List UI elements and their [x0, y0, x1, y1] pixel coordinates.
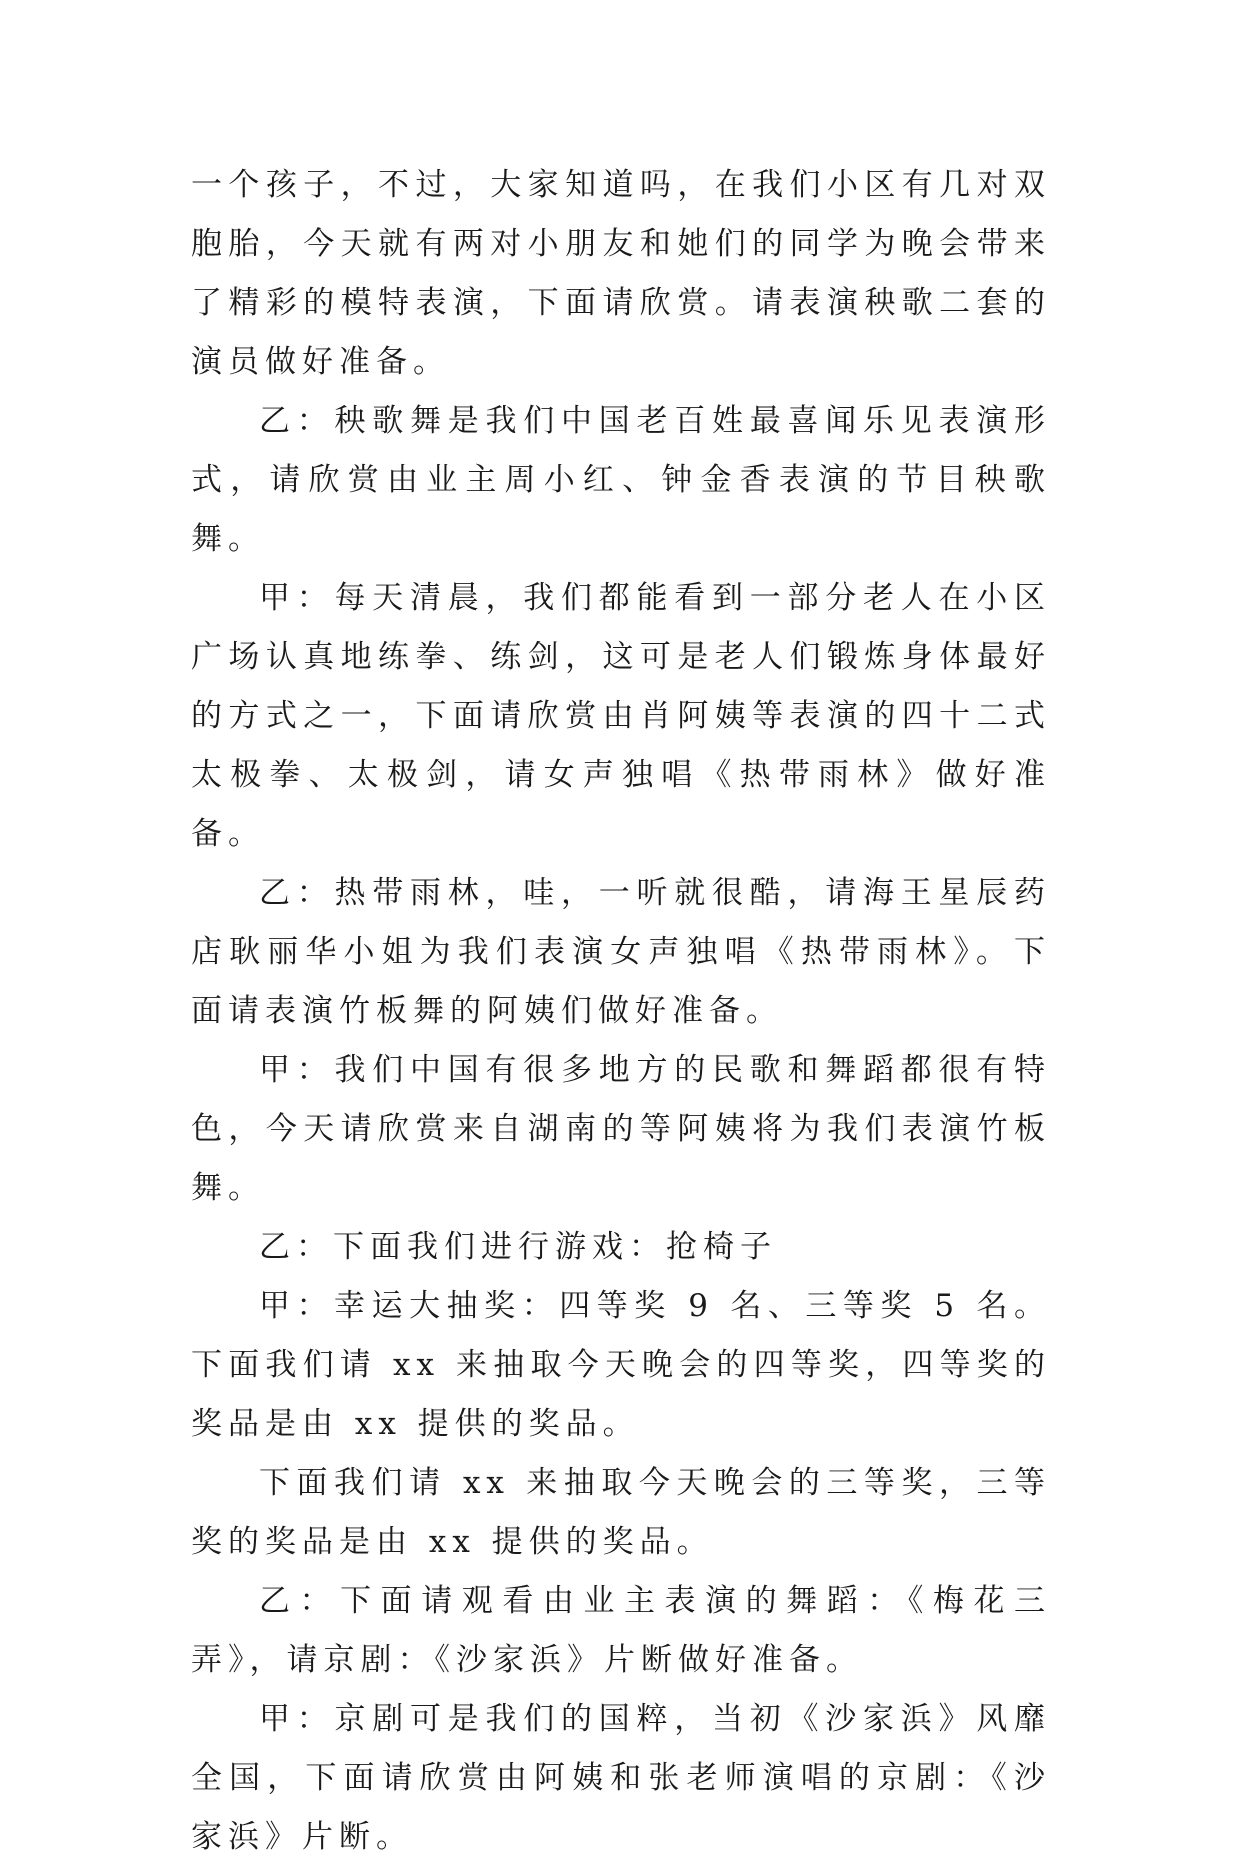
paragraph-1: 一个孩子，不过，大家知道吗，在我们小区有几对双胞胎，今天就有两对小朋友和她们的同学为晚会带来了精彩的模特表演，下面请欣赏。请表演秧歌二套的演员做好准备。 [191, 167, 1051, 380]
paragraph-3: 甲：每天清晨，我们都能看到一部分老人在小区广场认真地练拳、练剑，这可是老人们锻炼身体最好的方式之一，下面请欣赏由肖阿姨等表演的四十二式太极拳、太极剑，请女声独唱《热带雨林》做好准备。 [191, 580, 1051, 852]
paragraph-9: 乙：下面请观看由业主表演的舞蹈：《梅花三弄》，请京剧：《沙家浜》片断做好准备。 [191, 1583, 1051, 1678]
paragraph-7: 甲：幸运大抽奖：四等奖 9 名、三等奖 5 名。下面我们请 xx 来抽取今天晚会的四等奖，四等奖的奖品是由 xx 提供的奖品。 [191, 1288, 1051, 1442]
paragraph-10: 甲：京剧可是我们的国粹，当初《沙家浜》风靡全国，下面请欣赏由阿姨和张老师演唱的京剧：《沙家浜》片断。 [191, 1701, 1051, 1855]
body-text [191, 156, 1051, 1867]
paragraph-2: 乙：秧歌舞是我们中国老百姓最喜闻乐见表演形式，请欣赏由业主周小红、钟金香表演的节目秧歌舞。 [191, 403, 1051, 557]
paragraph-8: 下面我们请 xx 来抽取今天晚会的三等奖，三等奖的奖品是由 xx 提供的奖品。 [191, 1465, 1051, 1560]
paragraph-5: 甲：我们中国有很多地方的民歌和舞蹈都很有特色，今天请欣赏来自湖南的等阿姨将为我们表演竹板舞。 [191, 1052, 1051, 1206]
paragraph-6: 乙：下面我们进行游戏：抢椅子 [259, 1229, 777, 1265]
paragraph-4: 乙：热带雨林，哇，一听就很酷，请海王星辰药店耿丽华小姐为我们表演女声独唱《热带雨林》。下面请表演竹板舞的阿姨们做好准备。 [191, 875, 1051, 1029]
